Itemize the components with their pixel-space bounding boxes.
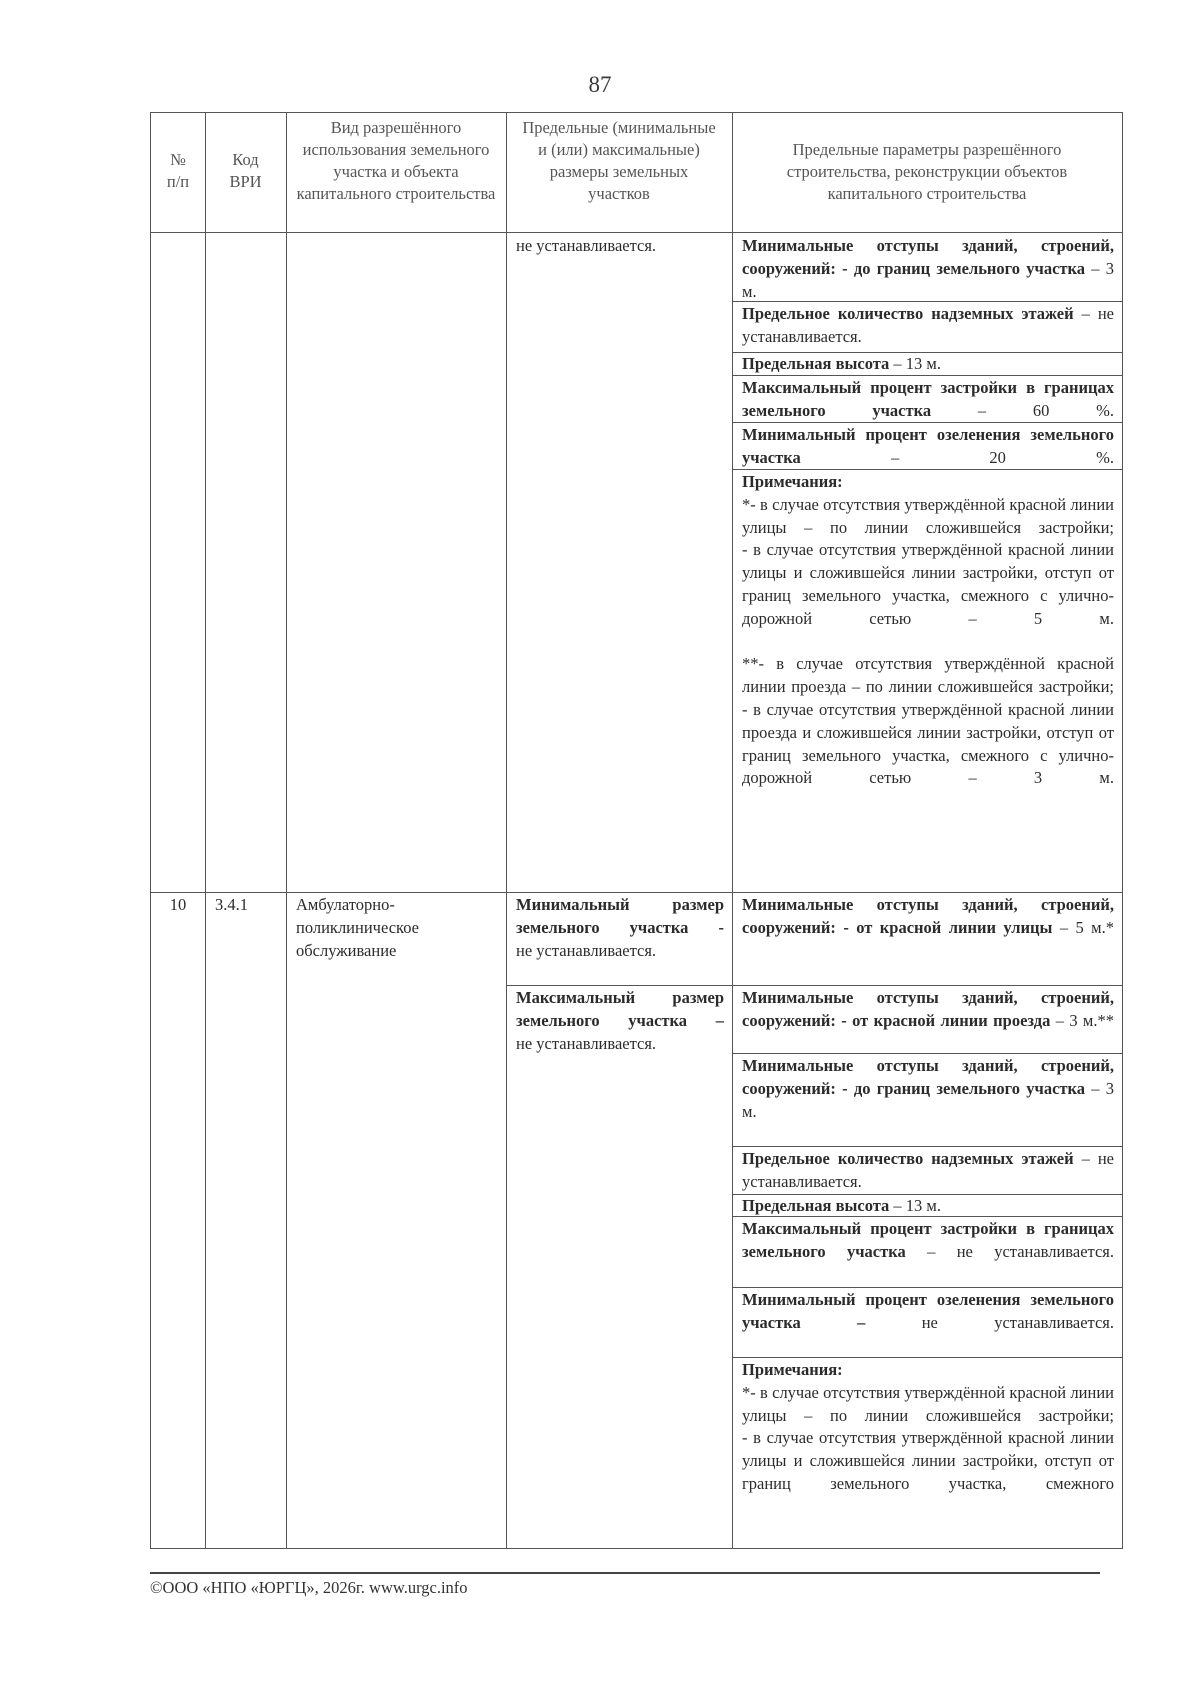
param-setback-passage: Минимальные отступы зданий, строений, сооружений: - от красной линии проезда – 3 м.** xyxy=(742,988,1114,1030)
page-number: 87 xyxy=(588,72,612,97)
header-number: № п/п xyxy=(166,150,190,191)
row-divider xyxy=(732,1146,1122,1147)
row-use-type: Амбулаторно-поликлиническое обслуживание xyxy=(296,895,419,960)
row-divider xyxy=(732,1287,1122,1288)
row-divider xyxy=(732,1357,1122,1358)
notes-block xyxy=(732,1359,1122,1496)
param-max-coverage: Максимальный процент застройки в границах земельного участка – 60 %. xyxy=(742,378,1114,420)
note-text: *- в случае отсутствия утверждённой красной линии улицы – по линии сложившейся застройки; xyxy=(742,1382,1114,1425)
notes-title: Примечания: xyxy=(742,1360,843,1379)
param-setback-boundary: Минимальные отступы зданий, строений, сооружений: - до границ земельного участка – 3 м. xyxy=(742,1056,1114,1121)
row-divider xyxy=(732,1053,1122,1054)
note-text: - в случае отсутствия утверждённой красной линии проезда и сложившейся линии застройки, отступ от границ земельного участка, смежного с улично-дорожной сетью – 3 м. xyxy=(742,699,1114,788)
header-divider xyxy=(151,232,1122,233)
notes-block xyxy=(732,471,1122,790)
note-text: *- в случае отсутствия утверждённой красной линии улицы – по линии сложившейся застройки; xyxy=(742,494,1114,537)
footer-copyright: ©ООО «НПО «ЮРГЦ», 2026г. www.urgc.info xyxy=(150,1578,468,1597)
row-code: 3.4.1 xyxy=(215,895,248,914)
param-height: Предельная высота – 13 м. xyxy=(742,1196,941,1215)
param-min-greening: Минимальный процент озеленения земельного участка – 20 %. xyxy=(742,425,1114,467)
row-divider xyxy=(151,892,1122,893)
column-divider xyxy=(286,113,287,1548)
column-divider xyxy=(205,113,206,1548)
header-code: Код ВРИ xyxy=(229,150,262,191)
min-plot-size: Минимальный размер земельного участка - не устанавливается. xyxy=(516,895,724,960)
param-floors: Предельное количество надземных этажей – не устанавливается. xyxy=(742,1149,1114,1191)
header-parameters: Предельные параметры разрешённого строительства, реконструкции объектов капитального строительства xyxy=(786,140,1068,203)
size-text: не устанавливается. xyxy=(516,236,657,255)
regulations-table xyxy=(150,112,1123,1549)
note-text: **- в случае отсутствия утверждённой красной линии проезда – по линии сложившейся застройки; xyxy=(742,654,1114,697)
row-number: 10 xyxy=(169,895,187,914)
row-divider xyxy=(506,985,1122,986)
footer-divider xyxy=(150,1572,1100,1574)
note-text: - в случае отсутствия утверждённой красной линии улицы и сложившейся линии застройки, отступ от границ земельного участка, смежного с улично-дорожной сетью – 5 м. xyxy=(742,540,1114,628)
param-floors: Предельное количество надземных этажей – не устанавливается. xyxy=(742,304,1114,346)
param-setbacks-boundary: Минимальные отступы зданий, строений, сооружений: - до границ земельного участка – 3 м. xyxy=(742,236,1114,301)
param-min-greening: Минимальный процент озеленения земельного участка – не устанавливается. xyxy=(742,1290,1114,1332)
param-height: Предельная высота – 13 м. xyxy=(742,354,941,373)
header-plot-size: Предельные (минимальные и (или) максимальные) размеры земельных участков xyxy=(522,118,716,203)
column-divider xyxy=(506,113,507,1548)
note-text: - в случае отсутствия утверждённой красной линии улицы и сложившейся линии застройки, отступ от границ земельного участка, смежного xyxy=(742,1428,1114,1493)
header-use-type: Вид разрешённого использования земельного участка и объекта капитального строительства xyxy=(296,118,496,203)
notes-title: Примечания: xyxy=(742,472,843,491)
param-setback-street: Минимальные отступы зданий, строений, сооружений: - от красной линии улицы – 5 м.* xyxy=(742,895,1114,937)
param-max-coverage: Максимальный процент застройки в границах земельного участка – не устанавливается. xyxy=(742,1219,1114,1261)
max-plot-size: Максимальный размер земельного участка – не устанавливается. xyxy=(516,988,724,1053)
